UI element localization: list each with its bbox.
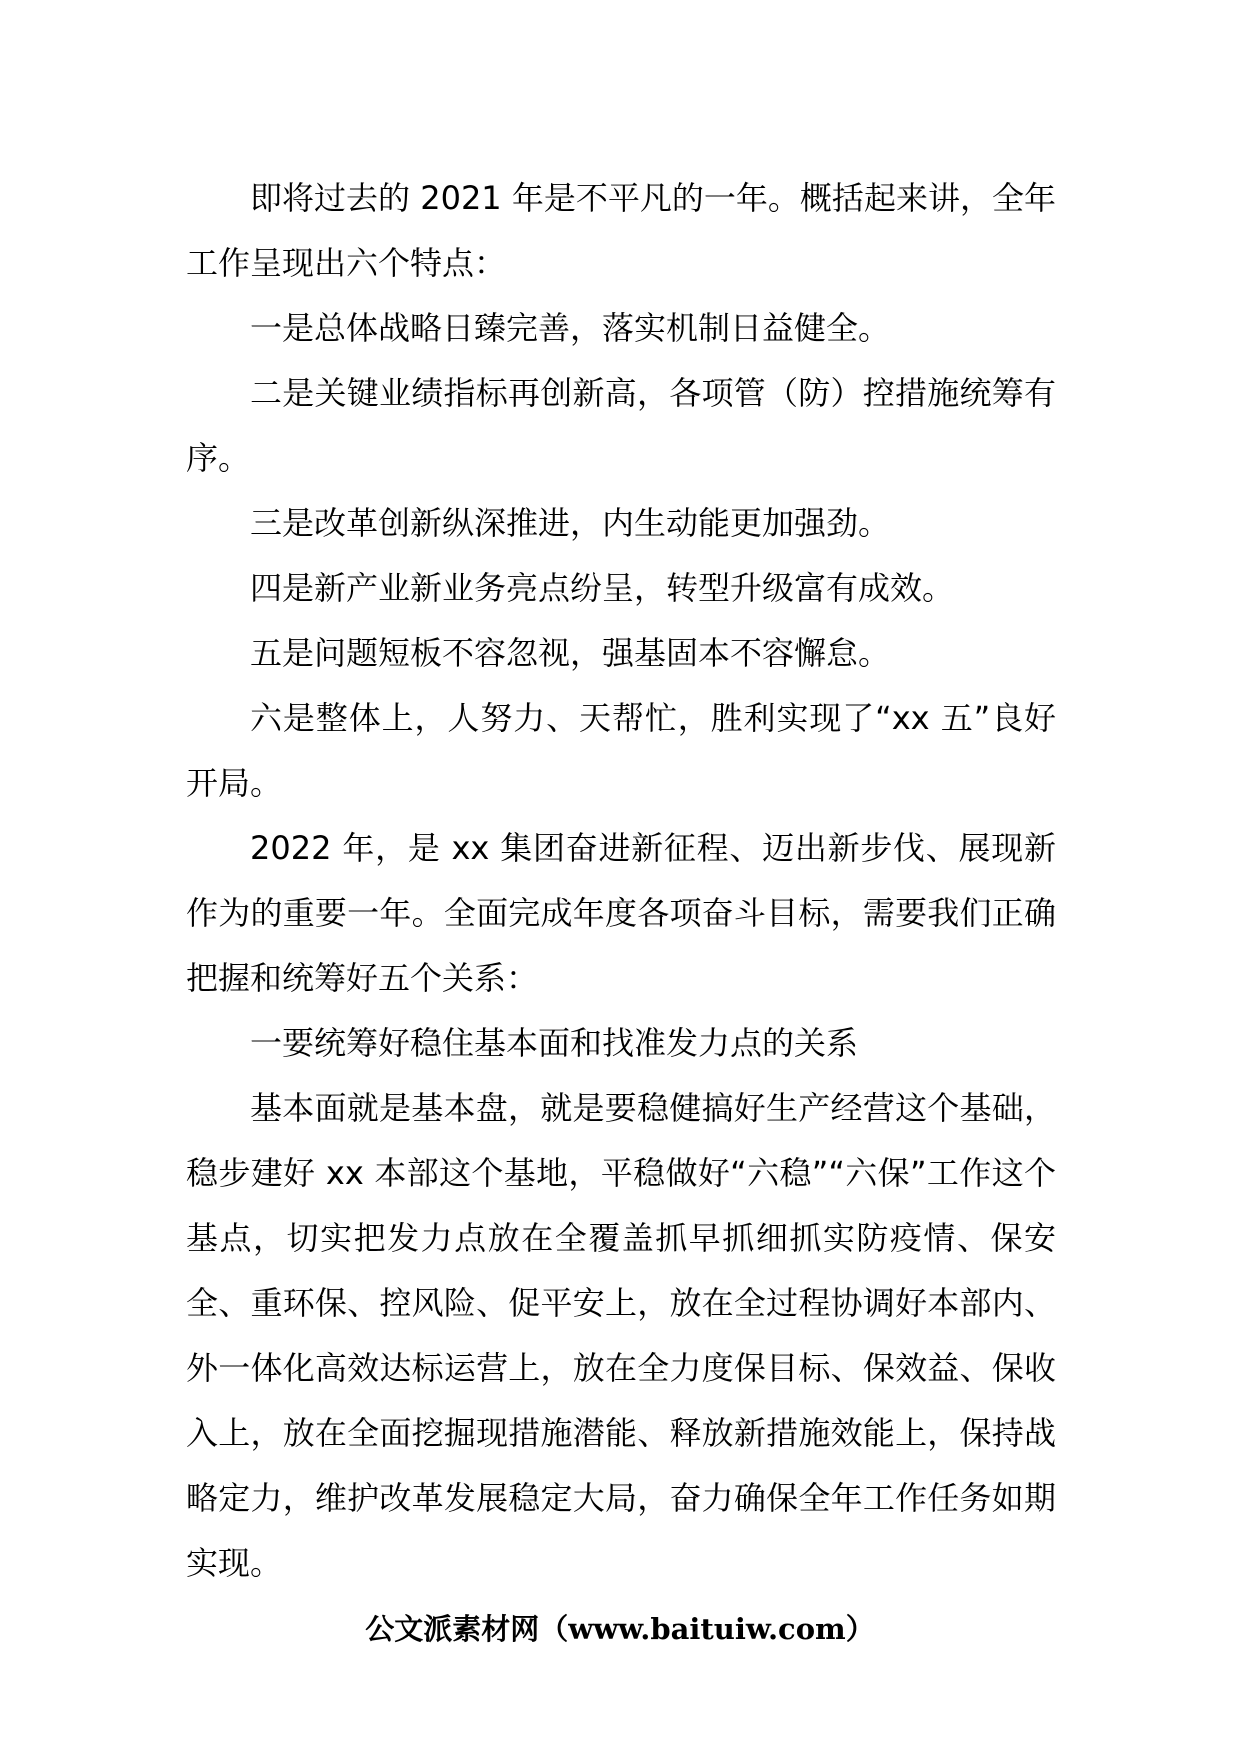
paragraph-feature-4: 四是新产业新业务亮点纷呈，转型升级富有成效。 xyxy=(250,569,955,607)
paragraph-feature-6: 六是整体上，人努力、天帮忙，胜利实现了“xx 五”良好开局。 xyxy=(186,699,1056,802)
paragraph-feature-3: 三是改革创新纵深推进，内生动能更加强劲。 xyxy=(250,504,891,542)
paragraph-year-summary: 即将过去的 2021 年是不平凡的一年。概括起来讲，全年工作呈现出六个特点： xyxy=(186,179,1056,282)
paragraph-feature-5: 五是问题短板不容忽视，强基固本不容懈怠。 xyxy=(250,634,891,672)
paragraph-basics: 基本面就是基本盘，就是要稳健搞好生产经营这个基础，稳步建好 xx 本部这个基地，平稳做好“六稳”“六保”工作这个基点，切实把发力点放在全覆盖抓早抓细抓实防疫情、保安全、重环保、控风险、促平安上，放在全过程协调好本部内、外一体化高效达标运营上，放在全力度保目标、保效益、保收入上，放在全面挖掘现措施潜能、释放新措施效能上，保持战略定力，维护改革发展稳定大局，奋力确保全年工作任务如期实现。 xyxy=(186,1089,1056,1582)
section-heading-1: 一要统筹好稳住基本面和找准发力点的关系 xyxy=(250,1024,859,1062)
paragraph-2022-intro: 2022 年，是 xx 集团奋进新征程、迈出新步伐、展现新作为的重要一年。全面完成年度各项奋斗目标，需要我们正确把握和统筹好五个关系： xyxy=(186,829,1056,997)
footer-source: 公文派素材网（www.baituiw.com） xyxy=(365,1612,875,1646)
paragraph-feature-2: 二是关键业绩指标再创新高，各项管（防）控措施统筹有序。 xyxy=(186,374,1056,477)
document-body xyxy=(186,166,1056,1596)
paragraph-feature-1: 一是总体战略日臻完善，落实机制日益健全。 xyxy=(250,309,891,347)
